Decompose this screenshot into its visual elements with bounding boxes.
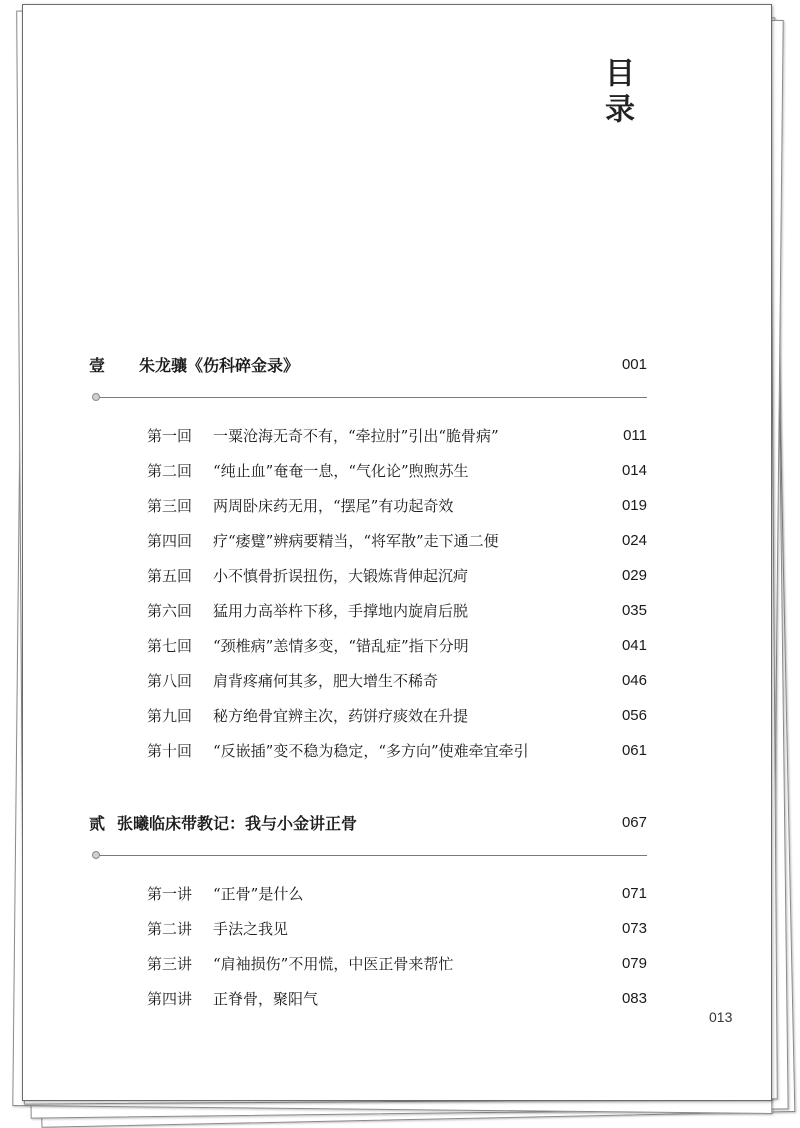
entry-page-number: 035 xyxy=(621,601,647,619)
entry-title: 一粟沧海无奇不有，“牵拉肘”引出“脆骨病” xyxy=(213,426,499,445)
section-number: 贰 xyxy=(89,813,106,833)
entry-page-number: 046 xyxy=(621,671,647,689)
toc-entry[interactable] xyxy=(147,455,647,485)
section-title: 朱龙骧《伤科碎金录》 xyxy=(139,355,300,375)
entry-page-number: 083 xyxy=(621,989,647,1007)
section-heading[interactable] xyxy=(89,349,647,379)
bullet-dot-icon xyxy=(92,851,100,859)
section-divider xyxy=(95,397,647,398)
entry-page-number: 056 xyxy=(621,706,647,724)
entry-page-number: 079 xyxy=(621,954,647,972)
toc-entry[interactable] xyxy=(147,595,647,625)
entry-title: 小不慎骨折误扭伤，大锻炼背伸起沉疴 xyxy=(213,566,469,585)
entry-label: 第二回 xyxy=(147,461,193,480)
entry-label: 第九回 xyxy=(147,706,193,725)
entry-page-number: 014 xyxy=(621,461,647,479)
bullet-dot-icon xyxy=(92,393,100,401)
toc-entry[interactable] xyxy=(147,420,647,450)
toc-entry[interactable] xyxy=(147,913,647,943)
entry-page-number: 024 xyxy=(621,531,647,549)
entry-page-number: 061 xyxy=(621,741,647,759)
toc-entry[interactable] xyxy=(147,490,647,520)
entry-title: 疗“痿躄”辨病要精当，“将军散”走下通二便 xyxy=(213,531,499,550)
entry-title: 猛用力高举杵下移，手撑地内旋肩后脱 xyxy=(213,601,469,620)
entry-title: 肩背疼痛何其多，肥大增生不稀奇 xyxy=(213,671,439,690)
toc-entry[interactable] xyxy=(147,560,647,590)
entry-page-number: 073 xyxy=(621,919,647,937)
toc-entry[interactable] xyxy=(147,525,647,555)
entry-title: “纯止血”奄奄一息，“气化论”煦煦苏生 xyxy=(213,461,469,480)
toc-entry[interactable] xyxy=(147,630,647,660)
toc-entry[interactable] xyxy=(147,700,647,730)
section-number: 壹 xyxy=(89,355,106,375)
toc-entry[interactable] xyxy=(147,948,647,978)
entry-label: 第七回 xyxy=(147,636,193,655)
toc-entry[interactable] xyxy=(147,665,647,695)
entry-label: 第三回 xyxy=(147,496,193,515)
entry-label: 第三讲 xyxy=(147,954,193,973)
entry-label: 第五回 xyxy=(147,566,193,585)
table-of-contents xyxy=(23,5,771,1100)
entry-page-number: 041 xyxy=(621,636,647,654)
entry-label: 第六回 xyxy=(147,601,193,620)
toc-page xyxy=(22,4,772,1101)
entry-page-number: 011 xyxy=(623,426,647,444)
folio-page-number: 013 xyxy=(709,1009,733,1025)
entry-label: 第十回 xyxy=(147,741,193,760)
entry-title: 秘方绝骨宜辨主次，药饼疗痰效在升提 xyxy=(213,706,469,725)
entry-title: 两周卧床药无用，“摆尾”有功起奇效 xyxy=(213,496,454,515)
entry-page-number: 019 xyxy=(621,496,647,514)
toc-entry[interactable] xyxy=(147,983,647,1013)
entry-title: 正脊骨，聚阳气 xyxy=(213,989,319,1008)
entry-page-number: 029 xyxy=(621,566,647,584)
entry-page-number: 071 xyxy=(621,884,647,902)
entry-label: 第八回 xyxy=(147,671,193,690)
entry-title: “正骨”是什么 xyxy=(213,884,304,903)
section-heading[interactable] xyxy=(89,807,647,837)
entry-title: “颈椎病”恙情多变，“错乱症”指下分明 xyxy=(213,636,469,655)
toc-entry[interactable] xyxy=(147,878,647,908)
section-divider xyxy=(95,855,647,856)
entry-title: “反嵌插”变不稳为稳定，“多方向”使难牵宜牵引 xyxy=(213,741,529,760)
section-page-number: 001 xyxy=(621,355,647,373)
entry-label: 第四回 xyxy=(147,531,193,550)
page-title: 目录 xyxy=(599,57,634,129)
toc-entry[interactable] xyxy=(147,735,647,765)
section-title: 张曦临床带教记：我与小金讲正骨 xyxy=(117,813,358,833)
entry-label: 第四讲 xyxy=(147,989,193,1008)
entry-label: 第一讲 xyxy=(147,884,193,903)
entry-label: 第一回 xyxy=(147,426,193,445)
entry-label: 第二讲 xyxy=(147,919,193,938)
entry-title: “肩袖损伤”不用慌，中医正骨来帮忙 xyxy=(213,954,454,973)
section-page-number: 067 xyxy=(621,813,647,831)
entry-title: 手法之我见 xyxy=(213,919,289,938)
